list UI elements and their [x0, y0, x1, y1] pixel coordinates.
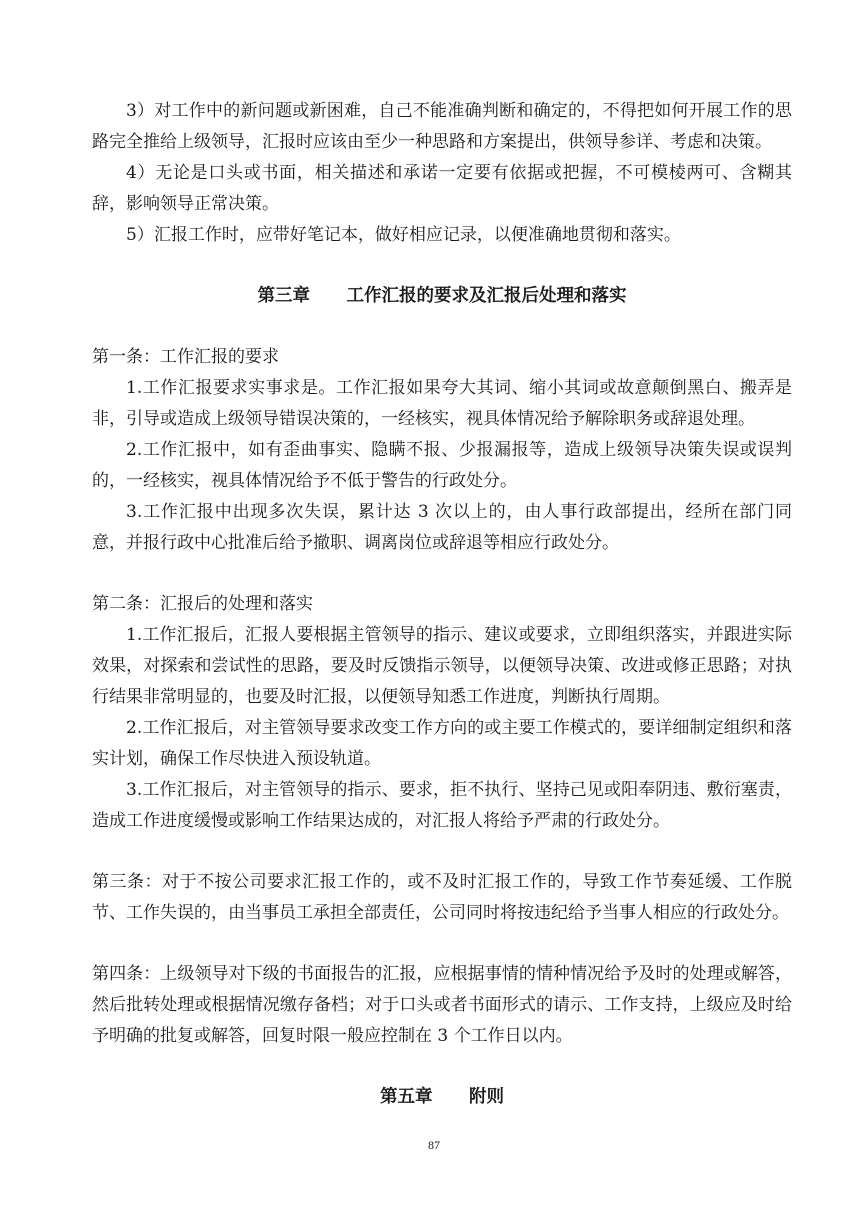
section-1-item-2: 2.工作汇报中，如有歪曲事实、隐瞒不报、少报漏报等，造成上级领导决策失误或误判的，一经核实，视具体情况给予不低于警告的行政处分。 — [92, 440, 792, 491]
section-1-item-3: 3.工作汇报中出现多次失误，累计达 3 次以上的，由人事行政部提出，经所在部门同意，并报行政中心批准后给予撤职、调离岗位或辞退等相应行政处分。 — [92, 502, 792, 553]
section-2-item-2: 2.工作汇报后，对主管领导要求改变工作方向的或主要工作模式的，要详细制定组织和落实计划，确保工作尽快进入预设轨道。 — [92, 718, 792, 769]
page-number: 87 — [428, 1138, 440, 1152]
chapter-5-title: 第五章 附则 — [379, 1087, 505, 1107]
document-page — [92, 96, 792, 1113]
section-4-paragraph: 第四条：上级领导对下级的书面报告的汇报，应根据事情的情种情况给予及时的处理或解答，然后批转处理或根据情况缴存备档；对于口头或者书面形式的请示、工作支持，上级应及时给予明确的批复或解答，回复时限一般应控制在 3 个工作日以内。 — [92, 964, 792, 1046]
section-2-item-1: 1.工作汇报后，汇报人要根据主管领导的指示、建议或要求，立即组织落实，并跟进实际效果，对探索和尝试性的思路，要及时反馈指示领导，以便领导决策、改进或修正思路；对执行结果非常明显的，也要及时汇报，以便领导知悉工作进度，判断执行周期。 — [92, 625, 792, 707]
intro-item-3: 3）对工作中的新问题或新困难，自己不能准确判断和确定的，不得把如何开展工作的思路完全推给上级领导，汇报时应该由至少一种思路和方案提出，供领导参详、考虑和决策。 — [92, 101, 792, 152]
section-3-paragraph: 第三条：对于不按公司要求汇报工作的，或不及时汇报工作的，导致工作节奏延缓、工作脱节、工作失误的，由当事员工承担全部责任，公司同时将按违纪给予当事人相应的行政处分。 — [92, 872, 792, 923]
chapter-3-title: 第三章 工作汇报的要求及汇报后处理和落实 — [257, 286, 627, 306]
intro-item-4: 4）无论是口头或书面，相关描述和承诺一定要有依据或把握，不可模棱两可、含糊其辞，影响领导正常决策。 — [92, 163, 792, 214]
section-1-heading: 第一条：工作汇报的要求 — [92, 347, 279, 367]
section-1-item-1: 1.工作汇报要求实事求是。工作汇报如果夸大其词、缩小其词或故意颠倒黑白、搬弄是非，引导或造成上级领导错误决策的，一经核实，视具体情况给予解除职务或辞退处理。 — [92, 378, 792, 429]
section-2-heading: 第二条：汇报后的处理和落实 — [92, 594, 313, 614]
intro-item-5: 5）汇报工作时，应带好笔记本，做好相应记录，以便准确地贯彻和落实。 — [126, 225, 681, 245]
section-2-item-3: 3.工作汇报后，对主管领导的指示、要求，拒不执行、坚持己见或阳奉阴违、敷衍塞责，造成工作进度缓慢或影响工作结果达成的，对汇报人将给予严肃的行政处分。 — [92, 780, 792, 831]
